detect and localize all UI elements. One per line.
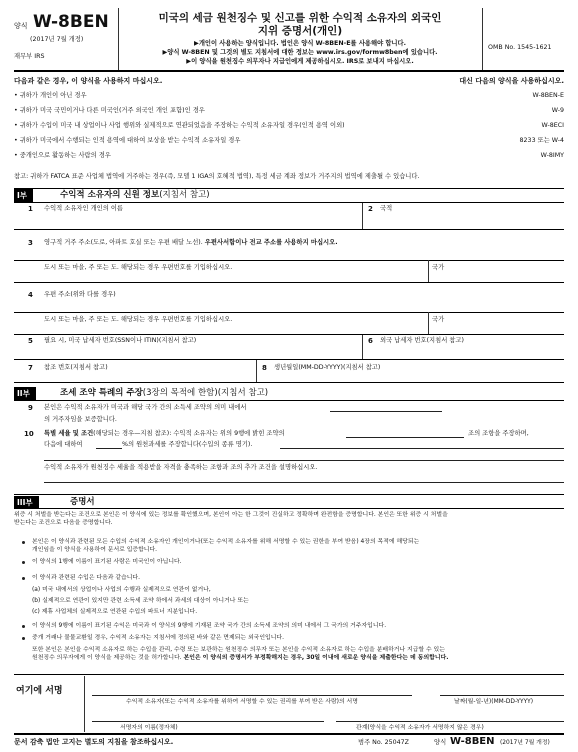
fatca-note: 참고: 귀하가 FATCA 표준 사업체 법역에 거주하는 경우(즉, 모델 1 IGA의 호혜적 법역), 특정 세금 계좌 정보가 거주지의 법역에 제출될 수 있습니다. bbox=[14, 173, 420, 180]
field10-line-a: 특별 세율 및 조건(해당되는 경우—지침 참조): 수익적 소유자는 위의 9행에 밝힌 조약의 bbox=[44, 430, 285, 437]
field9-line-b: 의 거주자임을 보증합니다. bbox=[44, 416, 117, 423]
treaty-article-input[interactable] bbox=[346, 428, 464, 437]
city2-input[interactable] bbox=[14, 324, 426, 333]
dnu-item-4: • 귀하가 미국에서 수행되는 인적 용역에 대하여 보상을 받는 수익적 소유자일 경우 bbox=[14, 137, 241, 144]
income-type-continued-input[interactable] bbox=[44, 451, 564, 460]
name-caption: 서명자의 이름(정자체) bbox=[120, 725, 178, 731]
dnu-item-5: • 중개인으로 활동하는 사람의 경우 bbox=[14, 152, 111, 159]
cert-bullet-3-line-4: (c) 제휴 사업체의 실제적으로 연관된 수입의 파트너 지분입니다. bbox=[32, 609, 198, 615]
use-instead-heading: 대신 다음의 양식을 사용하십시오. bbox=[459, 77, 564, 85]
sign-here-label: 여기에 서명 bbox=[16, 686, 63, 696]
capacity-caption: 관계(양식을 수익적 소유자가 서명하지 않은 경우) bbox=[356, 725, 484, 731]
part3-label: III부 bbox=[14, 496, 39, 509]
cert-bullet-1-line-2: 개인임을 이 양식을 사용하여 문서로 입증합니다. bbox=[32, 547, 158, 553]
cert-para-line-2: 원천징수 의무자에게 이 양식을 제공하는 것을 허가합니다. 본인은 이 양식의 증명서가 부정확해지는 경우, 30일 이내에 새로운 양식을 제출한다는 데 동의합니다. bbox=[32, 655, 449, 661]
footer-form-number: W-8BEN bbox=[450, 736, 495, 747]
country2-input[interactable] bbox=[430, 324, 562, 333]
part1-label: I부 bbox=[14, 189, 33, 202]
dnu-form-5: W-8IMY bbox=[540, 152, 564, 159]
field10-line-b: 다음에 대하여 bbox=[44, 441, 83, 448]
part2-title: 조세 조약 특례의 주장(3장의 목적에 한함)(지침서 참고) bbox=[60, 388, 269, 398]
title-line-2: 지위 증명서(개인) bbox=[257, 25, 343, 37]
signer-name-input[interactable] bbox=[92, 708, 322, 720]
dnu-item-3: • 귀하가 수입이 미국 내 상업이나 사업 행위와 실제적으로 연관되었음을 주장하는 수익적 소유자일 경우(인적 용역 이외) bbox=[14, 122, 345, 129]
header-note-2: ▶양식 W-8BEN 및 그것의 별도 지침서에 대한 정보는 www.irs.gov/formw8ben에 있습니다. bbox=[162, 49, 438, 56]
date-of-birth-input[interactable] bbox=[258, 372, 562, 381]
department: 재무부 IRS bbox=[14, 53, 45, 60]
part2-label: II부 bbox=[14, 387, 36, 400]
cert-bullet-1-line-1: 본인은 이 양식과 관련된 모든 수입의 수익적 소유자인 개인이거나(또는 수익적 소유자를 위해 서명할 수 있는 권한을 부여 받음) 4장의 목적에 해당되는 bbox=[32, 539, 420, 545]
footer-revision: (2017년 7월 개정) bbox=[500, 740, 550, 746]
footer-cat-number: 범주 No. 25047Z bbox=[358, 739, 409, 746]
citizenship-input[interactable] bbox=[364, 215, 562, 228]
field3-label: 영구적 거주 주소(도로, 아파트 호실 또는 우편 배달 노선). 우편사서함이나 전교 주소를 사용하지 마십시오. bbox=[44, 239, 338, 246]
dnu-form-2: W-9 bbox=[551, 107, 564, 114]
additional-conditions-input[interactable] bbox=[44, 472, 564, 482]
cert-para-line-1: 또한 본인은 본인을 수익적 소유자로 하는 수입을 관리, 수령 또는 보관하는 원천징수 의무자 또는 본인을 수익적 소유자로 하는 수입을 분배하거나 지급할 수 있는 bbox=[32, 647, 445, 653]
income-type-input[interactable] bbox=[280, 439, 564, 448]
signature-caption: 수익적 소유자(또는 수익적 소유자를 위하여 서명할 수 있는 권리를 부여 받은 사람)의 서명 bbox=[126, 699, 358, 705]
cert-intro-1: 위증 시 처벌을 받는다는 조건으로 본인은 이 양식에 있는 정보를 확인했으며, 본인이 아는 한 그것이 진실하고 정확하며 완전함을 증명합니다. 본인은 또한 위증 시 처벌을 bbox=[14, 512, 448, 518]
dnu-item-1: • 귀하가 개인이 아닌 경우 bbox=[14, 92, 87, 99]
country1-input[interactable] bbox=[430, 272, 562, 281]
dnu-item-2: • 귀하가 미국 국민이거나 다른 미국인(거주 외국인 개인 포함)인 경우 bbox=[14, 107, 205, 114]
do-not-use-heading: 다음과 같은 경우, 이 양식을 사용하지 마십시오. bbox=[14, 77, 163, 85]
withholding-rate-input[interactable] bbox=[96, 439, 122, 448]
signature-date-input[interactable] bbox=[440, 680, 560, 694]
signature-input[interactable] bbox=[92, 680, 412, 694]
field10-article-suffix: 조의 조항을 주장하며, bbox=[468, 430, 529, 437]
part1-title: 수익적 소유자의 신원 정보(지침서 참고) bbox=[60, 190, 210, 200]
field1-label: 수익적 소유자인 개인의 이름 bbox=[44, 205, 123, 212]
reference-number-input[interactable] bbox=[14, 372, 254, 381]
mailing-address-input[interactable] bbox=[14, 301, 562, 311]
field2-label: 국적 bbox=[380, 205, 393, 212]
footer-paperwork-notice: 문서 감축 법안 고지는 별도의 지침을 참조하십시오. bbox=[14, 738, 174, 746]
permanent-address-input[interactable] bbox=[14, 249, 562, 259]
title-line-1: 미국의 세금 원천징수 및 신고를 위한 수익적 소유자의 외국인 bbox=[158, 12, 442, 24]
header-note-3: ▶이 양식을 원천징수 의무자나 지급인에게 제공하십시오. IRS로 보내지 마십시오. bbox=[186, 58, 414, 65]
cert-bullet-2: 이 양식의 1행에 이름이 표기된 사람은 미국인이 아닙니다. bbox=[32, 559, 182, 565]
treaty-country-input[interactable] bbox=[330, 402, 442, 411]
dnu-form-1: W-8BEN-E bbox=[532, 92, 564, 99]
date-caption: 날짜(월-일-년)(MM-DD-YYYY) bbox=[454, 699, 534, 705]
cert-bullet-4: 이 양식의 9행에 이름이 표기된 수익은 미국과 이 양식의 9행에 기재된 조약 국가 간의 소득세 조약의 의미 내에서 그 국가의 거주자입니다. bbox=[32, 623, 387, 629]
field9-line-a: 본인은 수익적 소유자가 미국과 해당 국가 간의 소득세 조약의 의미 내에서 bbox=[44, 404, 247, 411]
header-note-1: ▶개인이 사용하는 양식입니다. 법인은 양식 W-8BEN-E를 사용해야 합니다. bbox=[194, 40, 406, 47]
dnu-form-4: 8233 또는 W-4 bbox=[519, 137, 564, 144]
cert-bullet-5: 중개 거래나 물물교환일 경우, 수익적 소유자는 지침서에 정의된 바와 같은 면제되는 외국인입니다. bbox=[32, 635, 284, 641]
city1-input[interactable] bbox=[14, 272, 426, 281]
form-number: W-8BEN bbox=[33, 12, 109, 32]
cert-bullet-3-line-2: (a) 미국 내에서의 상업이나 사업의 수행과 실제적으로 연관이 없거나, bbox=[32, 587, 211, 593]
part3-title: 증명서 bbox=[70, 497, 95, 507]
cert-bullet-3-line-3: (b) 실제적으로 연관이 있지만 관련 소득세 조약 하에서 과세의 대상이 아니거나 또는 bbox=[32, 598, 249, 604]
country2-label: 국가 bbox=[432, 316, 445, 323]
us-tin-input[interactable] bbox=[14, 347, 360, 358]
foreign-tin-input[interactable] bbox=[364, 347, 562, 358]
field7-label: 참조 번호(지침서 참고) bbox=[44, 364, 108, 371]
beneficial-owner-name-input[interactable] bbox=[14, 215, 360, 228]
field10-line-c: 수익적 소유자가 원천징수 세율을 적용받을 자격을 충족하는 조항과 조의 추가 조건을 설명하십시오. bbox=[44, 464, 318, 471]
city1-label: 도시 또는 마을, 주 또는 도. 해당되는 경우 우편번호를 기입하십시오. bbox=[44, 264, 233, 271]
country1-label: 국가 bbox=[432, 264, 445, 271]
field4-label: 우편 주소(위와 다를 경우) bbox=[44, 291, 116, 298]
field6-label: 외국 납세자 번호(지침서 참고) bbox=[380, 337, 464, 344]
field8-label: 생년월일(MM-DD-YYYY)(지침서 참고) bbox=[274, 364, 381, 371]
field5-label: 필요 시, 미국 납세자 번호(SSN이나 ITIN)(지침서 참고) bbox=[44, 337, 197, 344]
cert-bullet-3-line-1: 이 양식과 관련된 수입은 다음과 같습니다. bbox=[32, 575, 140, 581]
form-revision: (2017년 7월 개정) bbox=[30, 36, 84, 43]
city2-label: 도시 또는 마을, 주 또는 도. 해당되는 경우 우편번호를 기입하십시오. bbox=[44, 316, 233, 323]
field10-rate-suffix: %의 원천과세를 주장합니다(수입의 종류 명기). bbox=[122, 441, 253, 448]
signer-capacity-input[interactable] bbox=[336, 708, 562, 720]
form-prefix: 양식 bbox=[14, 22, 28, 30]
dnu-form-3: W-8ECI bbox=[541, 122, 564, 129]
omb-number: OMB No. 1545-1621 bbox=[488, 44, 552, 51]
footer-form-prefix: 양식 bbox=[434, 739, 447, 746]
cert-intro-2: 받는다는 조건으로 다음을 증명합니다. bbox=[14, 520, 113, 526]
